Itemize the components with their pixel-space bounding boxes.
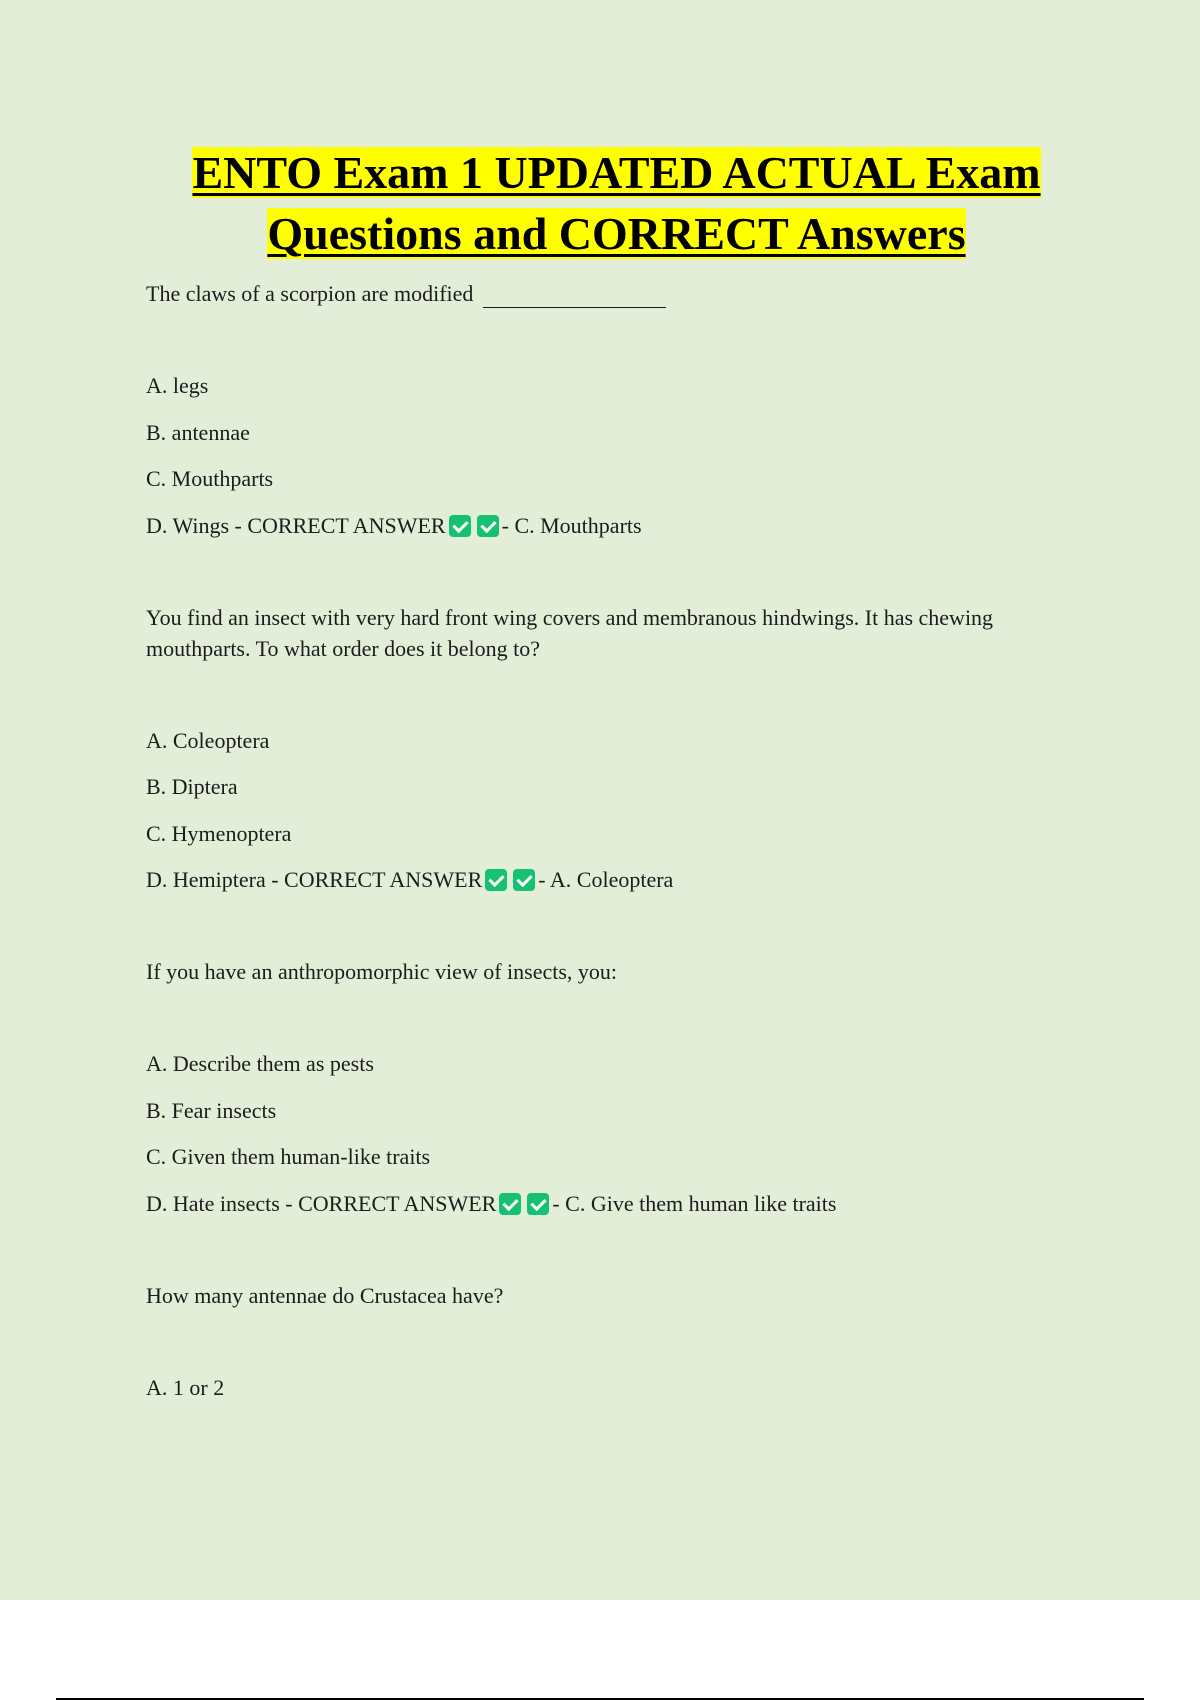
answer-option-text: D. Hemiptera - CORRECT ANSWER — [146, 867, 483, 892]
correct-answer: - A. Coleoptera — [538, 867, 674, 892]
correct-answer: - C. Mouthparts — [501, 512, 642, 538]
check-box-icon — [499, 1193, 521, 1215]
check-box-icon — [485, 869, 507, 891]
question-text: The claws of a scorpion are modified — [146, 281, 474, 306]
answer-option: A. Coleoptera — [146, 727, 270, 753]
answer-option: C. Mouthparts — [146, 466, 274, 491]
question-prompt: You find an insect with very hard front wing covers and membranous hindwings. It has chewing mouthparts. To what order does it belong to? — [146, 604, 994, 661]
question-list — [146, 278, 1086, 1464]
title-line-1: ENTO Exam 1 UPDATED ACTUAL Exam — [192, 147, 1041, 198]
answer-option-with-key — [146, 510, 1086, 541]
question-block — [146, 278, 1086, 541]
answer-option-with-key — [146, 864, 1086, 895]
check-box-icon — [449, 515, 471, 537]
question-prompt: If you have an anthropomorphic view of insects, you: — [146, 959, 618, 984]
answer-option-text: D. Hate insects - CORRECT ANSWER — [146, 1190, 497, 1216]
question-block — [146, 956, 1086, 1219]
answer-option: B. Fear insects — [146, 1097, 277, 1123]
title-line-2: Questions and CORRECT Answers — [267, 208, 966, 259]
answer-option-with-key — [146, 1188, 1086, 1219]
answer-option: C. Hymenoptera — [146, 820, 292, 846]
answer-option: A. Describe them as pests — [146, 1051, 374, 1076]
question-block — [146, 1280, 1086, 1403]
answer-option-text: D. Wings - CORRECT ANSWER — [146, 512, 446, 538]
fill-in-blank — [483, 283, 666, 308]
answer-option: C. Given them human-like traits — [146, 1144, 431, 1169]
question-prompt: How many antennae do Crustacea have? — [146, 1282, 504, 1308]
answer-option: B. antennae — [146, 419, 250, 445]
answer-option: B. Diptera — [146, 774, 238, 799]
answer-option: A. 1 or 2 — [146, 1374, 225, 1400]
question-prompt — [146, 278, 1086, 309]
check-box-icon — [477, 515, 499, 537]
correct-answer: - C. Give them human like traits — [552, 1190, 837, 1216]
check-box-icon — [527, 1193, 549, 1215]
answer-option: A. legs — [146, 373, 209, 398]
document-title — [60, 142, 1173, 264]
check-box-icon — [513, 869, 535, 891]
question-block — [146, 602, 1086, 896]
